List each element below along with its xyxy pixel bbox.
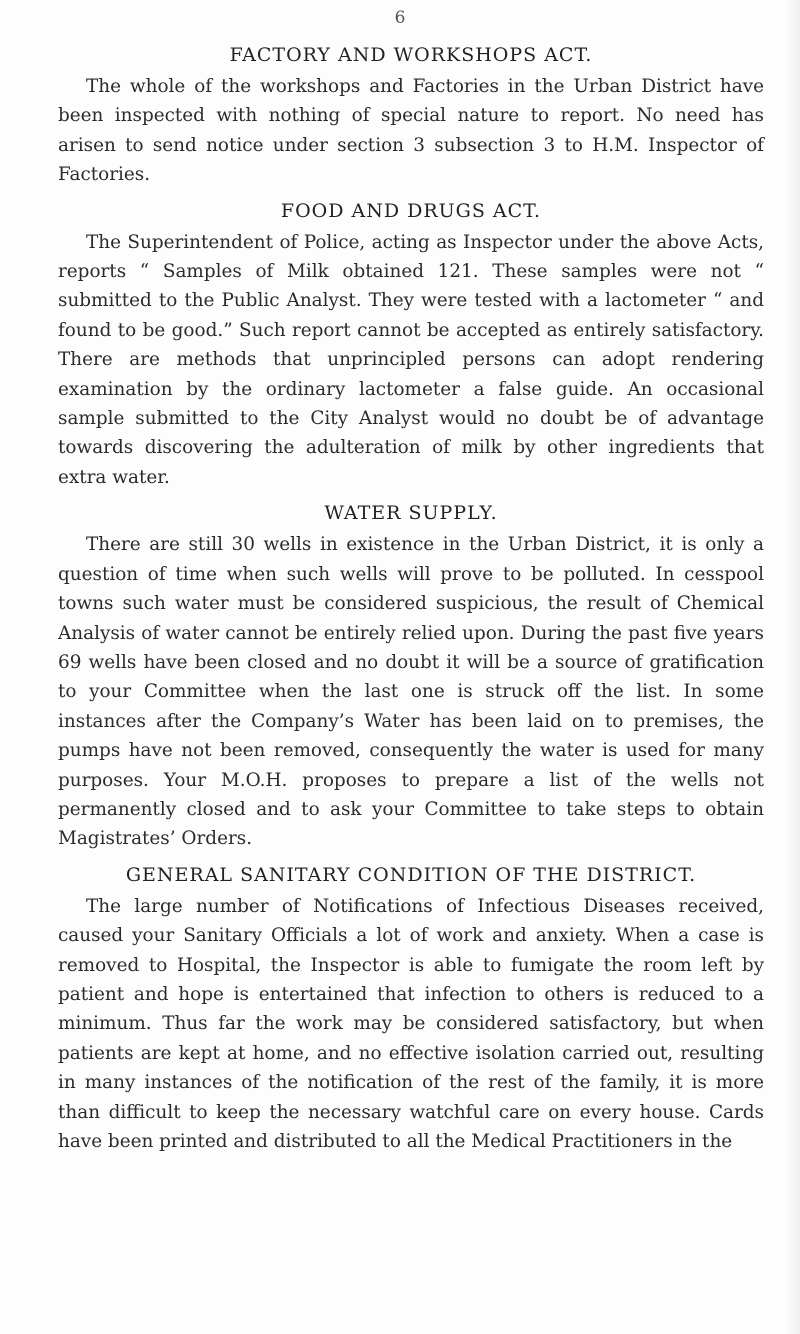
section-paragraph: The large number of Notifications of Infectious Diseases received, caused your Sanitary Officials a lot of work and anxiety. When a case is removed to Hospital, the Inspector is able to fumigate the room left by patient and hope is entertained that infection to others is reduced to a minimum. Thus far the work may be considered satisfactory, but when patients are kept at home, and no effective isolation carried out, resulting in many instances of the notification of the rest of the family, it is more than difficult to keep the necessary watchful care on every house. Cards have been printed and distributed to all the Medical Practitioners in the <box>58 895 764 1152</box>
section-heading: FACTORY AND WORKSHOPS ACT. <box>229 44 593 66</box>
section-food-drugs-act <box>58 194 764 493</box>
section-paragraph: The Superintendent of Police, acting as Inspector under the above Acts, reports “ Samples of Milk obtained 121. These samples were not “ submitted to the Public Analyst. They were tested with a lactometer “ and found to be good.” Such report cannot be accepted as entirely satisfactory. There are methods that unprincipled persons can adopt rendering examination by the ordinary lactometer a false guide. An occasional sample submitted to the City Analyst would no doubt be of advantage towards discovering the adulteration of milk by other ingredients that extra water. <box>58 231 764 488</box>
section-heading: WATER SUPPLY. <box>324 502 498 525</box>
section-paragraph: The whole of the workshops and Factories in the Urban District have been inspected with nothing of special nature to report. No need has arisen to send notice under section 3 subsection 3 to H.M. Inspector of Factories. <box>58 76 764 186</box>
section-water-supply <box>58 496 764 853</box>
page-edge-shadow <box>786 0 800 1334</box>
section-heading: GENERAL SANITARY CONDITION OF THE DISTRICT. <box>125 863 697 886</box>
section-heading: FOOD AND DRUGS ACT. <box>280 199 542 222</box>
section-factory-workshops-act <box>58 38 764 190</box>
section-paragraph: There are still 30 wells in existence in the Urban District, it is only a question of time when such wells will prove to be polluted. In cesspool towns such water must be considered suspicious, the result of Chemical Analysis of water cannot be entirely relied upon. During the past five years 69 wells have been closed and no doubt it will be a source of gratification to your Committee when the last one is struck off the list. In some instances after the Company’s Water has been laid on to premises, the pumps have not been removed, consequently the water is used for many purposes. Your M.O.H. proposes to prepare a list of the wells not permanently closed and to ask your Committee to take steps to obtain Magistrates’ Orders. <box>58 534 764 850</box>
section-general-sanitary-condition <box>58 858 764 1157</box>
page-content <box>58 38 764 1156</box>
page-number: 6 <box>394 8 406 28</box>
